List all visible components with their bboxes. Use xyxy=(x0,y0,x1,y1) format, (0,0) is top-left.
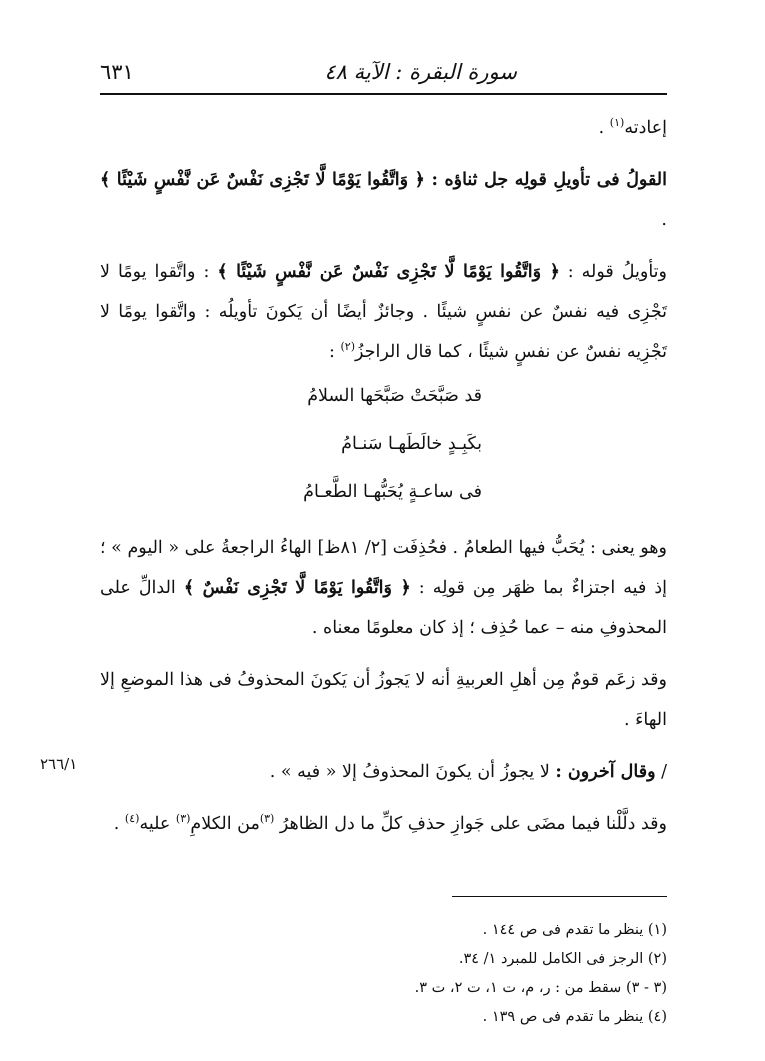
footnote-ref-2: (٢) xyxy=(340,340,355,354)
footnote: (١) ينظر ما تقدم فى ص ١٤٤ . xyxy=(482,922,667,938)
page-number: ٦٣١ xyxy=(100,60,134,84)
paragraph-2-heading: القولُ فى تأويلِ قولِه جل ثناؤه : ﴿ وَاتَّقُوا يَوْمًا لَّا تَجْزِى نَفْسٌ عَن نَّفْسٍ شَيْئًا ﴾ . xyxy=(100,170,667,230)
footnote-ref-3: (٣) xyxy=(259,812,275,826)
paragraph-4: وهو يعنى : يُحَبُّ فيها الطعامُ . فحُذِفَت [٢/ ٨١ظ] الهاءُ الراجعةُ على « اليوم » ؛ إذ فيه اجتزاءٌ بما ظهَر مِن قولِه : ﴿ وَاتَّقُوا يَوْمًا لَّا تَجْزِى نَفْسٌ ﴾ الدالِّ على المحذوفِ منه – عما حُذِف ؛ إذ كان معلومًا معناه . xyxy=(100,538,668,638)
main-text xyxy=(100,108,667,844)
poem-verses xyxy=(100,372,482,516)
ayah-close-brace: ﴾ xyxy=(100,170,111,190)
marginal-reference: ٢٦٦/١ xyxy=(40,755,78,773)
footnote: (٢) الرجز فى الكامل للمبرد ١/ ٣٤. xyxy=(458,951,667,967)
paragraph-3: وتأويلُ قوله : ﴿ وَاتَّقُوا يَوْمًا لَّا تَجْزِى نَفْسٌ عَن نَّفْسٍ شَيْئًا ﴾ : واتَّقوا يومًا لا تَجْزِى فيه نفسٌ عن نفسٍ شيئًا . وجائزٌ أيضًا أن يَكونَ تأويلُه : واتَّقوا يومًا لا تَجْزِيه نفسٌ عن نفسٍ شيئًا ، كما قال الراجزُ$^{(٢)}$ : xyxy=(100,262,667,362)
footnote-ref-1: (١) xyxy=(609,116,625,130)
ayah-open-brace: ﴿ xyxy=(414,170,432,190)
header-rule xyxy=(100,93,667,95)
ayah-open-brace: ﴿ xyxy=(400,578,411,598)
ayah-open-brace: ﴿ xyxy=(549,262,560,282)
footnotes xyxy=(100,916,667,1032)
quran-verse: وَاتَّقُوا يَوْمًا لَّا تَجْزِى نَفْسٌ عَن نَّفْسٍ شَيْئًا xyxy=(227,262,550,282)
footnote: (٤) ينظر ما تقدم فى ص ١٣٩ . xyxy=(482,1009,667,1025)
footnote-ref-3-end: (٣) xyxy=(175,812,191,826)
manuscript-ref: [٢/ ٨١ظ] xyxy=(317,538,387,558)
verse-line: قد صَبَّحَتْ صَبَّحَها السلامُ xyxy=(307,386,482,406)
running-title: سورة البقرة : الآية ٤٨ xyxy=(324,60,517,84)
section-lead: القولُ فى تأويلِ قولِه جل ثناؤه : xyxy=(431,170,667,190)
verse-line: فى ساعـةٍ يُحَبُّهـا الطَّعـامُ xyxy=(303,482,482,502)
quran-verse: وَاتَّقُوا يَوْمًا لَّا تَجْزِى نَفْسٌ xyxy=(194,578,401,598)
verse-line: بكَبِـدٍ خالَطَهـا سَنـامُ xyxy=(341,434,482,454)
footnote-rule xyxy=(452,896,667,897)
footnote: (٣ - ٣) سقط من : ر، م، ت ١، ت ٢، ت ٣. xyxy=(414,980,667,996)
quran-verse: وَاتَّقُوا يَوْمًا لَّا تَجْزِى نَفْسٌ عَن نَّفْسٍ شَيْئًا xyxy=(110,170,415,190)
paragraph-6: / وقال آخرون : لا يجوزُ أن يكونَ المحذوفُ إلا « فيه » . xyxy=(269,762,667,782)
ayah-close-brace: ﴾ xyxy=(217,262,228,282)
paragraph-1: إعادته$^{(١)}$ . xyxy=(598,116,667,138)
page-header xyxy=(100,58,667,94)
paragraph-5: وقد زعَم قومٌ مِن أهلِ العربيةِ أنه لا يَجوزُ أن يَكونَ المحذوفُ فى هذا الموضعِ إلا الهاءَ . xyxy=(100,670,667,730)
section-lead: وقال آخرون : xyxy=(555,762,656,782)
ayah-close-brace: ﴾ xyxy=(183,578,195,598)
footnote-ref-4: (٤) xyxy=(124,812,140,826)
paragraph-7: وقد دلَّلْنا فيما مضَى على جَوازِ حذفِ كلِّ ما دل الظاهرُ $^{(٣)}$من الكلامِ$^{(٣)}$ عليه$^{(٤)}$ . xyxy=(113,812,667,834)
